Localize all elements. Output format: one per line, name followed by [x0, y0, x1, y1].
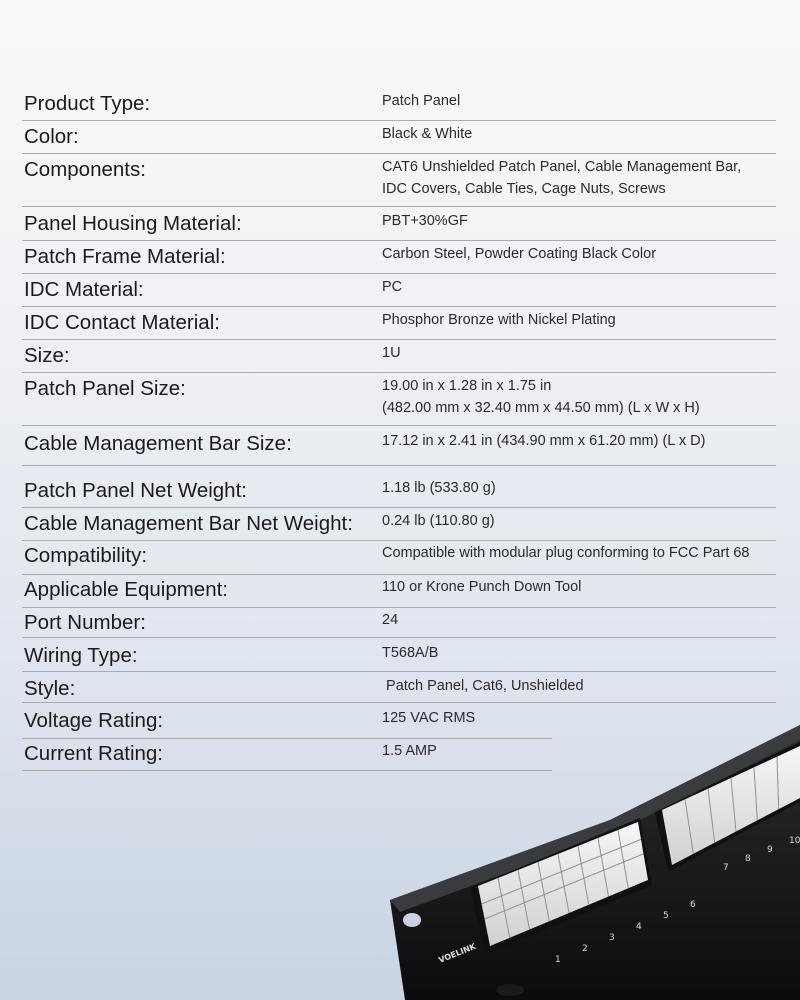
spec-value — [382, 576, 581, 598]
spec-label: Port Number: — [24, 611, 146, 634]
spec-value-line: 19.00 in x 1.28 in x 1.75 in — [382, 378, 552, 394]
spec-row — [22, 578, 776, 608]
spec-row — [22, 92, 776, 121]
spec-value — [382, 542, 750, 564]
patch-panel-image — [390, 700, 800, 1000]
spec-label: Product Type: — [24, 92, 151, 115]
spec-label: Patch Panel Net Weight: — [24, 479, 247, 502]
spec-value-line: Carbon Steel, Powder Coating Black Color — [382, 246, 657, 262]
port-number: 9 — [767, 845, 773, 855]
spec-value — [382, 477, 496, 499]
spec-label: Current Rating: — [24, 742, 164, 765]
spec-label: IDC Contact Material: — [24, 311, 220, 334]
spec-label: Voltage Rating: — [24, 709, 164, 732]
spec-value-line: Patch Panel — [382, 93, 461, 109]
spec-row — [22, 544, 776, 575]
spec-row — [22, 344, 776, 373]
spec-value — [382, 243, 656, 265]
spec-label: IDC Material: — [24, 278, 144, 301]
spec-row — [22, 125, 776, 154]
spec-row — [22, 512, 776, 541]
spec-value — [382, 210, 468, 232]
spec-value-line: CAT6 Unshielded Patch Panel, Cable Management Bar, — [382, 159, 742, 175]
port-number: 10 — [789, 836, 800, 846]
spec-row — [22, 311, 776, 340]
spec-value-line: PC — [382, 279, 403, 295]
port-number: 6 — [690, 900, 696, 910]
spec-row — [22, 212, 776, 241]
spec-value — [382, 375, 700, 419]
spec-value-line: Compatible with modular plug conforming to FCC Part 68 — [382, 545, 750, 561]
spec-value-line: 1U — [382, 345, 401, 361]
spec-row — [22, 377, 776, 426]
spec-value-line: 24 — [382, 612, 399, 628]
spec-value — [382, 642, 438, 664]
spec-row — [22, 432, 776, 466]
spec-value-line: 0.24 lb (110.80 g) — [382, 513, 495, 529]
spec-value-line: 125 VAC RMS — [382, 710, 476, 726]
spec-label: Patch Frame Material: — [24, 245, 226, 268]
spec-row — [22, 644, 776, 672]
spec-value-line: Patch Panel, Cat6, Unshielded — [382, 678, 584, 694]
spec-value — [382, 90, 460, 112]
spec-value — [382, 123, 472, 145]
spec-label: Size: — [24, 344, 70, 367]
spec-value-line: PBT+30%GF — [382, 213, 468, 229]
spec-value-line: Black & White — [382, 126, 473, 142]
spec-label: Cable Management Bar Net Weight: — [24, 512, 353, 535]
port-number: 8 — [745, 854, 751, 864]
spec-label: Components: — [24, 158, 146, 181]
spec-value-line: T568A/B — [382, 645, 439, 661]
spec-value — [382, 510, 495, 532]
spec-row — [22, 278, 776, 307]
spec-value-line: Phosphor Bronze with Nickel Plating — [382, 312, 616, 328]
port-number: 5 — [663, 911, 669, 921]
spec-value — [382, 675, 584, 697]
port-number: 1 — [555, 955, 561, 965]
spec-value-line: 110 or Krone Punch Down Tool — [382, 579, 582, 595]
spec-label: Wiring Type: — [24, 644, 138, 667]
spec-value-line: 17.12 in x 2.41 in (434.90 mm x 61.20 mm) (L x D) — [382, 433, 706, 449]
spec-label: Applicable Equipment: — [24, 578, 228, 601]
spec-value-line: 1.18 lb (533.80 g) — [382, 480, 496, 496]
spec-label: Style: — [24, 677, 76, 700]
spec-value — [382, 276, 402, 298]
spec-value — [382, 309, 616, 331]
port-number: 4 — [636, 922, 642, 932]
spec-value — [382, 609, 398, 631]
spec-label: Cable Management Bar Size: — [24, 432, 292, 455]
spec-row — [22, 245, 776, 274]
port-number: 2 — [582, 944, 588, 954]
spec-value — [382, 156, 741, 200]
brand-logo: VOELINK — [437, 941, 478, 965]
spec-value-line: IDC Covers, Cable Ties, Cage Nuts, Screws — [382, 181, 666, 197]
spec-row — [22, 479, 776, 508]
spec-label: Color: — [24, 125, 79, 148]
spec-value — [382, 342, 401, 364]
spec-label: Compatibility: — [24, 544, 148, 567]
mount-hole — [403, 913, 421, 927]
port-number: 7 — [723, 863, 729, 873]
spec-label: Panel Housing Material: — [24, 212, 242, 235]
mount-slot — [496, 984, 524, 996]
spec-label: Patch Panel Size: — [24, 377, 186, 400]
spec-value-line: (482.00 mm x 32.40 mm x 44.50 mm) (L x W x H) — [382, 400, 700, 416]
spec-value — [382, 430, 705, 452]
spec-value-line: 1.5 AMP — [382, 743, 437, 759]
spec-row — [22, 158, 776, 207]
spec-row — [22, 611, 776, 638]
port-number: 3 — [609, 933, 615, 943]
